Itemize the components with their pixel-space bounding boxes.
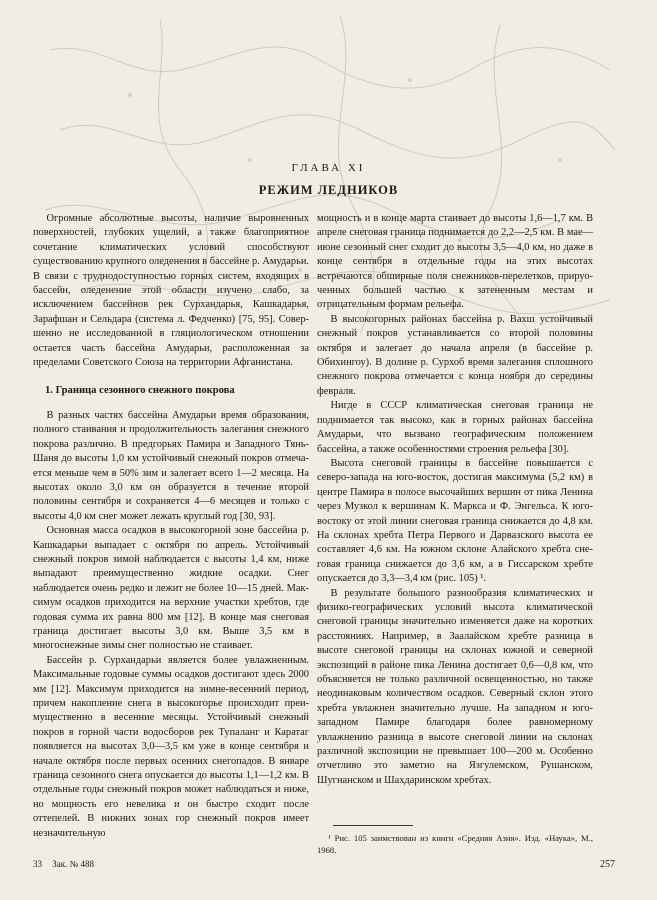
paragraph: Высота снеговой границы в бассейне повышается с северо-запада на юго-восток, достигая максимума (5,2 км) в центре Памира в полосе высочайших вершин от пика Ленина через Музкол к вершинам К. Маркса и Ф. Энгельса. К юго-востоку от этой линии снеговая граница снижается до 4,8 км. На склонах хребта Петра Первого и Дарвазского высота ее составляет 4,6 км. На южном склоне Алайского хребта снеговая граница снижается до 3,6 км, а в Гиссарском хребте опускается до 3,3—3,4 км (рис. 105) ¹.	[317, 457, 593, 585]
paragraph-continued: мощность и в конце марта стаивает до высоты 1,6—1,7 км. В апреле снеговая граница поднимается до 2,2—2,5 км. В мае—июне сезонный снег сходит до высоты 3,5—4,0 км, но даже в конце сентября в отдельные годы на этих высотах встречаются обширные поля снежников-перелетков, прируоченных большей частью к затененным местам и отрицательным формам рельефа.	[317, 213, 593, 311]
chapter-label: ГЛАВА XI	[291, 162, 366, 174]
section-heading: 1. Граница сезонного снежного покрова	[45, 385, 235, 397]
order-number: Зак. № 488	[52, 859, 94, 869]
footnote-divider	[333, 825, 413, 826]
paragraph: В разных частях бассейна Амударьи время образования, полного стаивания и продолжительность залегания снежного покрова различно. В предгорьях Памира и Западного Тянь-Шаня до высоты 1,0 км устойчивый снежный покров отмечается меньше чем в 50% зим и залегает всего 1—2 месяца. На высотах около 3,0 км он образуется в течение второй половины сентября и сохраняется 4—6 месяцев и только с высоты 4,0 км снег может лежать круглый год [30, 93].	[33, 409, 309, 522]
left-column	[33, 212, 309, 841]
paragraph: Нигде в СССР климатическая снеговая граница не поднимается так высоко, как в горных районах бассейна Амударьи, что вызвано географическим положением бассейна, а также особенностями строения рельефа [30].	[317, 400, 593, 455]
paragraph: Основная масса осадков в высокогорной зоне бассейна р. Кашкадарьи выпадает с октября по апрель. Устойчивый снежный покров зимой наблюдается с высоты 1,4 км, ниже выпадают преимущественно жидкие осадки. Снег наблюдается очень редко и лежит не более 10—15 дней. Максимум осадков приходится на верхние участки хребтов, где годовая сумма их равна 800 мм [12]. В конце мая снеговая граница достигает высоты 3,0 км. Выше 3,5 км в многоснежные зимы снег полностью не стаивает.	[33, 525, 309, 652]
paragraph: В высокогорных районах бассейна р. Вахш устойчивый снежный покров устанавливается со второй половины октября и залегает до начала апреля (в бассейне р. Обихингоу). В долине р. Сурхоб время залегания сплошного снежного покрова отмечается с конца ноября до середины февраля.	[317, 313, 593, 397]
signature-number: 33	[33, 859, 42, 869]
paragraph: Бассейн р. Сурхандарьи является более увлажненным. Максимальные годовые суммы осадков достигают здесь 2000 мм [12]. Максимум приходится на зимне-весенний период, причем накопление снега в высокогорье происходит преимущественно в весенние месяцы. Устойчивый снежный покров в горной части водосборов рек Тупаланг и Каратаг появляется на высотах 3,0—3,5 км уже в конце сентября и начале октября после первых осенних снегопадов. В январе граница сезонного снега опускается до высоты 1,1—1,2 км. В отдельные годы снежный покров может наблюдаться и ниже, но мощность его невелика и он быстро сходит после оттепелей. В нижних зонах гор снежный покров имеет незначительную	[33, 654, 309, 839]
footnote	[317, 832, 593, 856]
paragraph: В результате большого разнообразия климатических и физико-географических условий высота климатической снеговой границы значительно изменяется даже на коротких расстояниях. Например, в Заалайском хребте разница в высоте снеговой границы на склонах южной и северной экспозиций в районе пика Ленина достигает 0,6—0,8 км, что объясняется не только различной освещенностью, но также неодинаковым количеством осадков. Северный склон этого хребта увлажнен значительно лучше. На западном и юго-западном Памире благодаря более равномерному увлажнению разница в высоте снеговой линии на склонах различной экспозиции не превышает 100—200 м. Особенно отчетливо это заметно на Язгулемском, Рушанском, Шугнанском и Шахдаринском хребтах.	[317, 587, 593, 786]
printer-signature	[33, 859, 102, 869]
chapter-title: РЕЖИМ ЛЕДНИКОВ	[258, 183, 399, 197]
footnote-text: ¹ Рис. 105 заимствован из книги «Средняя Азия». Изд. «Наука», М., 1968.	[317, 833, 593, 855]
right-column	[317, 212, 593, 788]
page-number: 257	[600, 859, 615, 870]
intro-paragraph: Огромные абсолютные высоты, наличие выровненных поверхностей, глубоких ущелий, а также благоприятное сочетание климатических условий способствуют существованию крупного оледенения в бассейне р. Амударьи. В связи с труднодоступностью горных систем, входящих в бассейн, оледенение этой области изучено слабо, за исключением бассейнов рек Сурхандарья, Кашкадарья, Зарафшан и Сельдара (система л. Федченко) [75, 95]. Совершенно не исследованной в гляциологическом отношении остается часть бассейна Амударьи, расположенная за пределами Советского Союза на территории Афганистана.	[33, 213, 309, 369]
